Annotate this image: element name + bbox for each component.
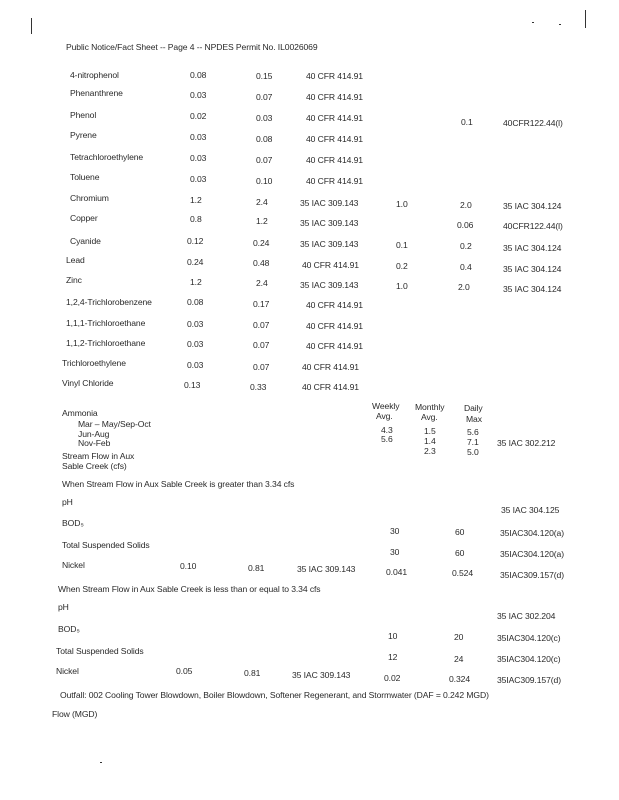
tss-weekly: 12 bbox=[388, 652, 398, 662]
regulation-2: 35 IAC 304.124 bbox=[503, 243, 562, 253]
regulation: 35 IAC 309.143 bbox=[300, 239, 359, 249]
ph-label: pH bbox=[58, 602, 69, 612]
nickel-daily: 0.524 bbox=[452, 568, 474, 578]
value-col2: 0.07 bbox=[253, 362, 270, 372]
tss-daily: 24 bbox=[454, 654, 464, 664]
ammonia-season-2: Jun-Aug bbox=[78, 429, 110, 439]
bod-weekly: 30 bbox=[390, 526, 400, 536]
regulation: 40 CFR 414.91 bbox=[306, 176, 363, 186]
nickel-col2: 0.81 bbox=[244, 668, 261, 678]
flow-label: Flow (MGD) bbox=[52, 709, 98, 719]
regulation: 40 CFR 414.91 bbox=[306, 134, 363, 144]
value-col1: 0.12 bbox=[187, 236, 204, 246]
ammonia-daily-2: 7.1 bbox=[467, 437, 479, 447]
tss-regulation: 35IAC304.120(a) bbox=[500, 549, 564, 559]
ph-regulation: 35 IAC 302.204 bbox=[497, 611, 556, 621]
regulation: 40 CFR 414.91 bbox=[302, 362, 359, 372]
regulation-2: 40CFR122.44(l) bbox=[503, 221, 563, 231]
pollutant-name: Lead bbox=[66, 255, 85, 265]
value-col2: 0.10 bbox=[256, 176, 273, 186]
regulation-2: 35 IAC 304.124 bbox=[503, 284, 562, 294]
value-col1: 0.03 bbox=[190, 90, 207, 100]
bod-regulation: 35IAC304.120(c) bbox=[497, 633, 561, 643]
ammonia-season-3: Nov-Feb bbox=[78, 438, 111, 448]
weekly-avg: 0.1 bbox=[396, 240, 408, 250]
ammonia-regulation: 35 IAC 302.212 bbox=[497, 438, 556, 448]
regulation: 40 CFR 414.91 bbox=[306, 71, 363, 81]
high-flow-heading: When Stream Flow in Aux Sable Creek is greater than 3.34 cfs bbox=[62, 479, 295, 489]
nickel-col1: 0.10 bbox=[180, 561, 197, 571]
ammonia-weekly-1: 4.3 bbox=[381, 425, 393, 435]
col-monthly-header-2: Avg. bbox=[421, 412, 438, 422]
pollutant-name: 1,2,4-Trichlorobenzene bbox=[66, 297, 152, 307]
scan-dot-3 bbox=[100, 762, 102, 763]
bod-label: BOD₅ bbox=[58, 624, 80, 634]
value-col2: 0.17 bbox=[253, 299, 270, 309]
value-col1: 0.03 bbox=[187, 360, 204, 370]
pollutant-name: Trichloroethylene bbox=[62, 358, 126, 368]
value-col2: 0.48 bbox=[253, 258, 270, 268]
regulation-2: 35 IAC 304.124 bbox=[503, 264, 562, 274]
nickel-regulation-2: 35IAC309.157(d) bbox=[497, 675, 561, 685]
value-col1: 0.02 bbox=[190, 111, 207, 121]
bod-regulation: 35IAC304.120(a) bbox=[500, 528, 564, 538]
weekly-avg: 1.0 bbox=[396, 281, 408, 291]
regulation: 40 CFR 414.91 bbox=[306, 341, 363, 351]
weekly-avg: 0.2 bbox=[396, 261, 408, 271]
col-daily-header-1: Daily bbox=[464, 403, 483, 413]
value-col1: 0.03 bbox=[187, 319, 204, 329]
pollutant-name: 4-nitrophenol bbox=[70, 70, 119, 80]
value-col1: 0.08 bbox=[187, 297, 204, 307]
outfall-description: Outfall: 002 Cooling Tower Blowdown, Boiler Blowdown, Softener Regenerant, and Stormwater (DAF = 0.242 MGD) bbox=[60, 690, 489, 700]
regulation: 40 CFR 414.91 bbox=[302, 260, 359, 270]
regulation: 40 CFR 414.91 bbox=[306, 321, 363, 331]
value-col1: 0.03 bbox=[190, 132, 207, 142]
value-col2: 1.2 bbox=[256, 216, 268, 226]
value-col2: 2.4 bbox=[256, 197, 268, 207]
tss-daily: 60 bbox=[455, 548, 465, 558]
pollutant-name: Phenol bbox=[70, 110, 97, 120]
nickel-weekly: 0.02 bbox=[384, 673, 401, 683]
value-col2: 0.07 bbox=[253, 320, 270, 330]
pollutant-name: 1,1,2-Trichloroethane bbox=[66, 338, 146, 348]
stream-flow-label-1: Stream Flow in Aux bbox=[62, 451, 135, 461]
nickel-daily: 0.324 bbox=[449, 674, 471, 684]
daily-max: 2.0 bbox=[458, 282, 470, 292]
ammonia-monthly-1: 1.5 bbox=[424, 426, 436, 436]
bod-daily: 60 bbox=[455, 527, 465, 537]
pollutant-name: Vinyl Chloride bbox=[62, 378, 114, 388]
pollutant-name: Chromium bbox=[70, 193, 109, 203]
value-col2: 0.08 bbox=[256, 134, 273, 144]
nickel-label: Nickel bbox=[56, 666, 79, 676]
regulation: 40 CFR 414.91 bbox=[306, 92, 363, 102]
tss-weekly: 30 bbox=[390, 547, 400, 557]
regulation: 35 IAC 309.143 bbox=[300, 218, 359, 228]
ph-label: pH bbox=[62, 497, 73, 507]
pollutant-name: Copper bbox=[70, 213, 98, 223]
ammonia-daily-3: 5.0 bbox=[467, 447, 479, 457]
value-col2: 0.15 bbox=[256, 71, 273, 81]
bod-weekly: 10 bbox=[388, 631, 398, 641]
value-col1: 0.24 bbox=[187, 257, 204, 267]
nickel-regulation: 35 IAC 309.143 bbox=[297, 564, 356, 574]
ammonia-daily-1: 5.6 bbox=[467, 427, 479, 437]
nickel-col2: 0.81 bbox=[248, 563, 265, 573]
bod-label: BOD₅ bbox=[62, 518, 84, 528]
daily-max: 0.4 bbox=[460, 262, 472, 272]
page-header: Public Notice/Fact Sheet -- Page 4 -- NPDES Permit No. IL0026069 bbox=[66, 42, 318, 52]
pollutant-name: Pyrene bbox=[70, 130, 97, 140]
pollutant-name: Phenanthrene bbox=[70, 88, 123, 98]
daily-max: 0.06 bbox=[457, 220, 474, 230]
col-weekly-header-2: Avg. bbox=[376, 411, 393, 421]
tss-label: Total Suspended Solids bbox=[56, 646, 144, 656]
value-col2: 0.03 bbox=[256, 113, 273, 123]
ammonia-title: Ammonia bbox=[62, 408, 98, 418]
ph-regulation: 35 IAC 304.125 bbox=[501, 505, 560, 515]
scan-mark-left bbox=[31, 18, 32, 34]
weekly-avg: 1.0 bbox=[396, 199, 408, 209]
value-col1: 1.2 bbox=[190, 277, 202, 287]
daily-max: 0.2 bbox=[460, 241, 472, 251]
regulation: 35 IAC 309.143 bbox=[300, 198, 359, 208]
value-col1: 0.03 bbox=[187, 339, 204, 349]
value-col2: 0.07 bbox=[253, 340, 270, 350]
regulation: 40 CFR 414.91 bbox=[306, 300, 363, 310]
pollutant-name: 1,1,1-Trichloroethane bbox=[66, 318, 146, 328]
ammonia-weekly-2: 5.6 bbox=[381, 434, 393, 444]
nickel-weekly: 0.041 bbox=[386, 567, 408, 577]
value-col2: 0.33 bbox=[250, 382, 267, 392]
scan-dot-2 bbox=[559, 24, 561, 25]
value-col1: 1.2 bbox=[190, 195, 202, 205]
value-col2: 2.4 bbox=[256, 278, 268, 288]
value-col2: 0.07 bbox=[256, 92, 273, 102]
nickel-col1: 0.05 bbox=[176, 666, 193, 676]
pollutant-name: Toluene bbox=[70, 172, 100, 182]
scan-dot-1 bbox=[532, 22, 534, 23]
pollutant-name: Cyanide bbox=[70, 236, 101, 246]
value-col1: 0.08 bbox=[190, 70, 207, 80]
value-col1: 0.03 bbox=[190, 174, 207, 184]
regulation: 40 CFR 414.91 bbox=[306, 113, 363, 123]
value-col1: 0.03 bbox=[190, 153, 207, 163]
col-monthly-header-1: Monthly bbox=[415, 402, 445, 412]
value-col2: 0.24 bbox=[253, 238, 270, 248]
nickel-regulation-2: 35IAC309.157(d) bbox=[500, 570, 564, 580]
value-col1: 0.8 bbox=[190, 214, 202, 224]
regulation: 35 IAC 309.143 bbox=[300, 280, 359, 290]
pollutant-name: Zinc bbox=[66, 275, 82, 285]
stream-flow-label-2: Sable Creek (cfs) bbox=[62, 461, 127, 471]
low-flow-heading: When Stream Flow in Aux Sable Creek is less than or equal to 3.34 cfs bbox=[58, 584, 321, 594]
scan-mark-right bbox=[585, 10, 586, 28]
regulation: 40 CFR 414.91 bbox=[306, 155, 363, 165]
nickel-label: Nickel bbox=[62, 560, 85, 570]
tss-regulation: 35IAC304.120(c) bbox=[497, 654, 561, 664]
daily-max: 0.1 bbox=[461, 117, 473, 127]
bod-daily: 20 bbox=[454, 632, 464, 642]
daily-max: 2.0 bbox=[460, 200, 472, 210]
value-col2: 0.07 bbox=[256, 155, 273, 165]
ammonia-season-1: Mar – May/Sep-Oct bbox=[78, 419, 151, 429]
regulation: 40 CFR 414.91 bbox=[302, 382, 359, 392]
pollutant-name: Tetrachloroethylene bbox=[70, 152, 144, 162]
regulation-2: 40CFR122.44(l) bbox=[503, 118, 563, 128]
tss-label: Total Suspended Solids bbox=[62, 540, 150, 550]
col-weekly-header-1: Weekly bbox=[372, 401, 400, 411]
ammonia-monthly-2: 1.4 bbox=[424, 436, 436, 446]
regulation-2: 35 IAC 304.124 bbox=[503, 201, 562, 211]
col-daily-header-2: Max bbox=[466, 414, 482, 424]
value-col1: 0.13 bbox=[184, 380, 201, 390]
ammonia-monthly-3: 2.3 bbox=[424, 446, 436, 456]
nickel-regulation: 35 IAC 309.143 bbox=[292, 670, 351, 680]
